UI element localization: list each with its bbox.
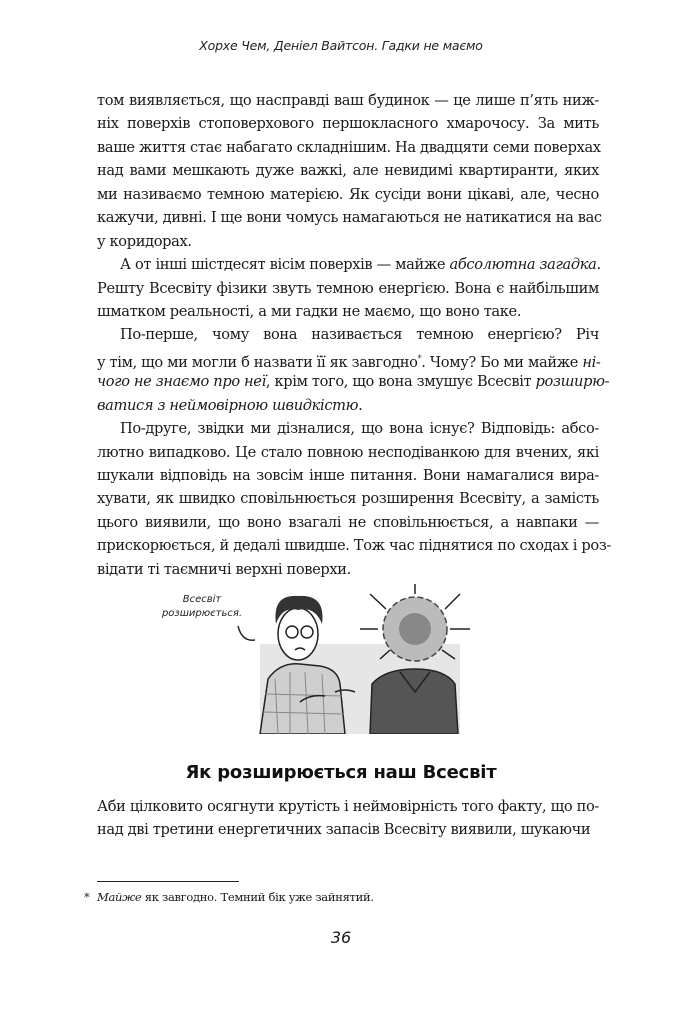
italic-text: розширю-: [535, 373, 610, 391]
text-segment: , крім того, що вона змушує Всесвіт: [265, 373, 536, 391]
text-line: [97, 183, 599, 206]
text-segment: .: [358, 396, 363, 414]
text-line: [97, 534, 612, 557]
speech-bubble-line1: Всесвіт: [182, 594, 222, 605]
text-segment: . Чому? Бо ми майже: [421, 353, 583, 371]
text-segment: шукали відповідь на зовсім інше питання. Вони намагалися вира-: [97, 467, 599, 484]
text-segment: Аби цілковито осягнути крутість і неймовірність того факту, що по-: [97, 798, 599, 815]
footnote-ref: *: [417, 353, 422, 363]
italic-text: чого не знаємо про неї: [97, 373, 266, 391]
text-line: [97, 441, 599, 464]
text-segment: По-перше, чому вона називається темною енергією? Річ: [120, 326, 599, 344]
footnote-mark: *: [84, 890, 90, 904]
text-line: [97, 417, 599, 440]
text-line: [97, 818, 599, 841]
text-line: [97, 230, 599, 253]
text-segment: шматком реальності, а ми гадки не маємо, що воно таке.: [97, 302, 522, 320]
text-segment: над вами мешкають дуже важкі, але невидимі квартиранти, яких: [97, 162, 599, 180]
text-line: [97, 206, 602, 229]
text-line: [97, 394, 599, 417]
text-segment: ваше життя стає набагато складнішим. На двадцяти семи поверхах: [97, 138, 601, 156]
running-head: Хорхе Чем, Деніел Вайтсон. Гадки не маємо: [199, 38, 483, 53]
text-line: [97, 159, 599, 182]
text-line: [97, 277, 599, 300]
text-line: [97, 370, 610, 393]
text-segment: А от інші шістдесят вісім поверхів — майже: [120, 256, 450, 274]
text-segment: По-друге, звідки ми дізналися, що вона існує? Відповідь: абсо-: [120, 420, 599, 438]
text-segment: у коридорах.: [97, 232, 192, 250]
body-text-section-1: [97, 89, 612, 581]
footnote-text: як завгодно. Темний бік уже зайнятий.: [141, 890, 374, 904]
text-segment: цього виявили, що воно взагалі не сповільнюється, а навпаки —: [97, 513, 599, 531]
page-number: 36: [330, 928, 352, 947]
text-line: [97, 487, 599, 510]
text-segment: Решту Всесвіту фізики звуть темною енергією. Вона є найбільшим: [97, 279, 599, 297]
text-segment: прискорюється, й дедалі швидше. Тож час піднятися по сходах і роз-: [97, 537, 612, 555]
text-line: [97, 795, 599, 818]
text-line: [97, 300, 599, 323]
text-segment: лютно випадково. Це стало повною несподіванкою для вчених, які: [97, 443, 599, 461]
text-segment: том виявляється, що насправді ваш будинок — це лише п’ять ниж-: [97, 92, 599, 109]
text-line: [97, 112, 599, 135]
text-segment: над дві третини енергетичних запасів Всесвіту виявили, шукаючи: [97, 821, 591, 839]
text-line: [97, 347, 599, 370]
text-segment: .: [596, 256, 601, 274]
footnote-divider: [97, 881, 239, 882]
text-segment: хувати, як швидко сповільнюється розширення Всесвіту, а замість: [97, 490, 599, 508]
speech-bubble-line2: розширюється.: [161, 608, 243, 619]
text-segment: ніх поверхів стоповерхового першокласного хмарочосу. За мить: [97, 115, 599, 133]
footnote: [84, 890, 374, 904]
italic-text: ні-: [582, 353, 601, 371]
speech-tail-icon: [238, 626, 255, 640]
text-line: [97, 464, 599, 487]
cartoon-illustration: [150, 584, 530, 734]
text-segment: у тім, що ми могли б назвати її як завгодно: [97, 353, 418, 371]
text-line: [97, 558, 599, 581]
italic-text: абсолютна загадка: [449, 256, 597, 274]
text-line: [97, 323, 599, 346]
text-line: [97, 511, 599, 534]
text-line: [97, 89, 599, 112]
text-segment: кажучи, дивні. І ще вони чомусь намагаються не натикатися на вас: [97, 209, 602, 227]
text-segment: ми називаємо темною матерією. Як сусіди вони цікаві, але, чесно: [97, 185, 599, 203]
text-line: [97, 136, 599, 159]
italic-text: ватися з неймовірною швидкістю: [97, 396, 359, 414]
text-segment: відати ті таємничі верхні поверхи.: [97, 560, 351, 578]
body-text-section-2: [97, 795, 599, 842]
footnote-italic: Майже: [97, 890, 142, 904]
section-heading: Як розширюється наш Всесвіт: [185, 762, 497, 783]
text-line: [97, 253, 599, 276]
